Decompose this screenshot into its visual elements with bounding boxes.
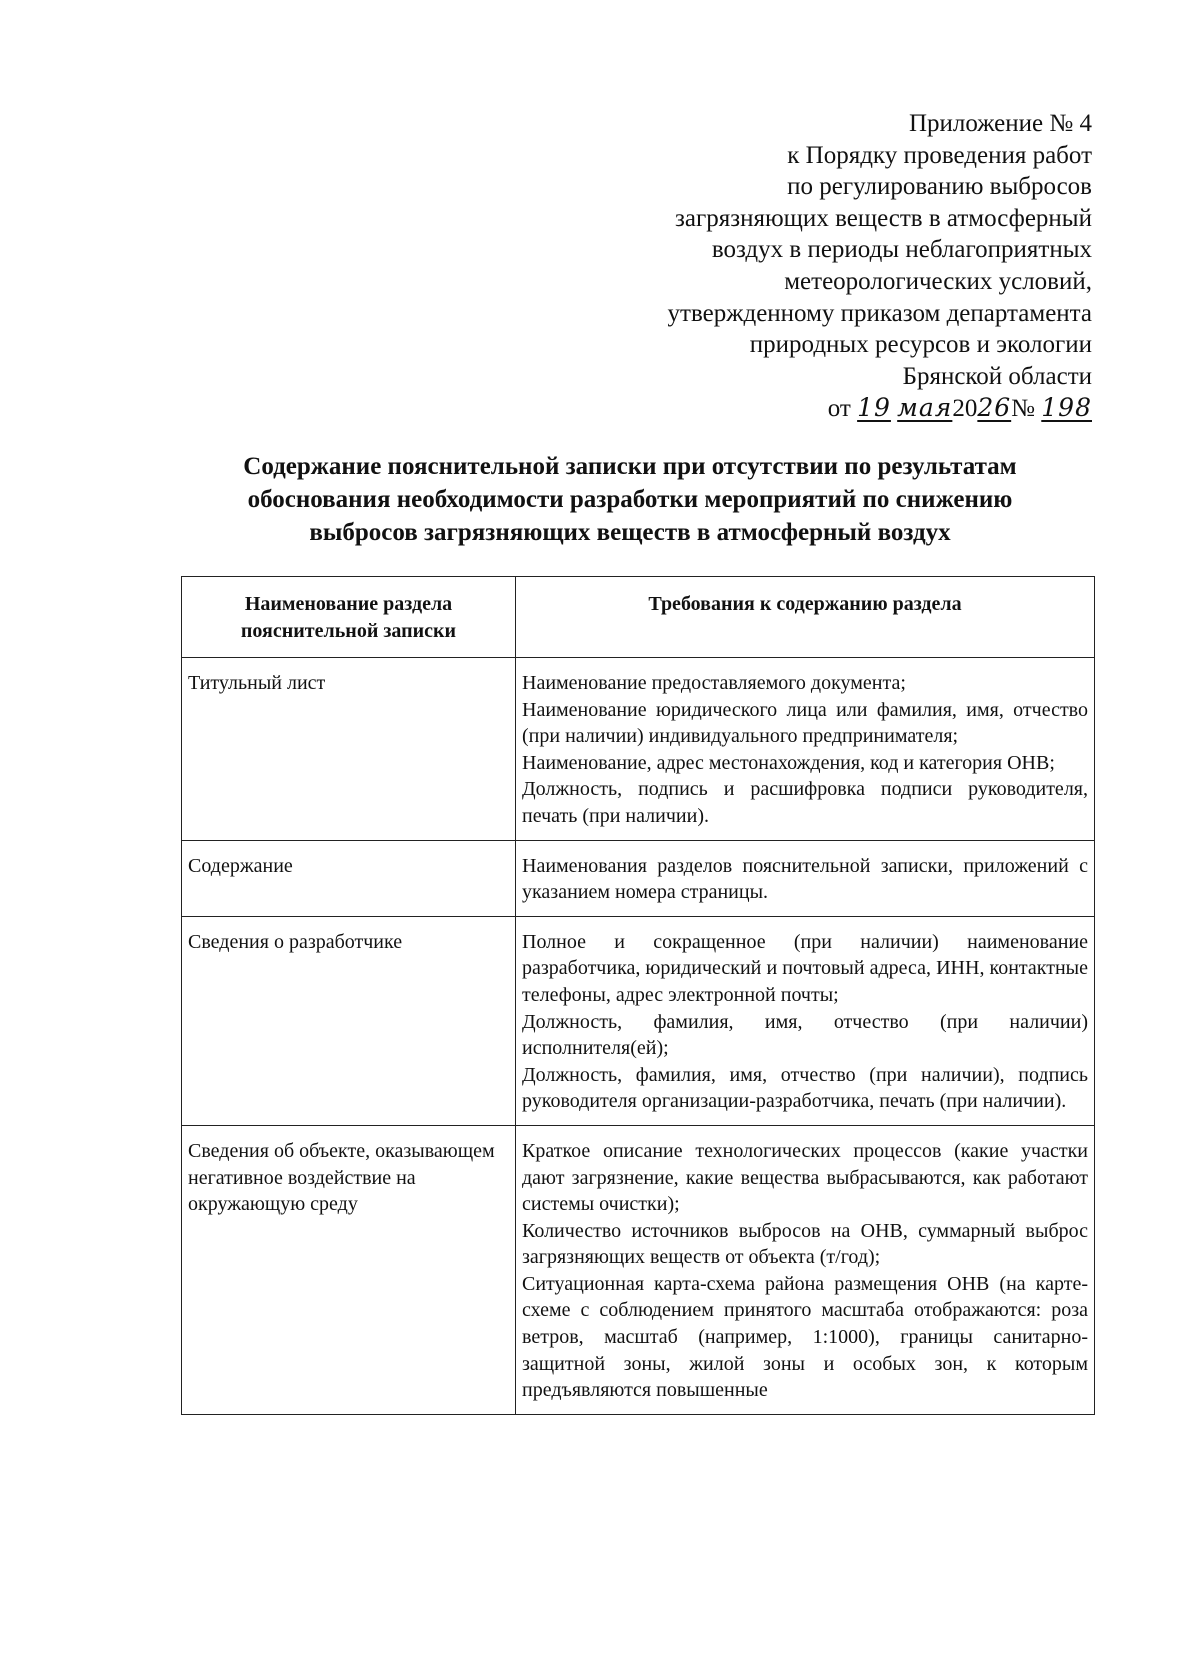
year-prefix: 20	[952, 395, 978, 423]
requirements-cell	[516, 658, 1095, 841]
requirement-item: Наименование предоставляемого документа;	[522, 672, 906, 694]
requirement-item: Краткое описание технологических процессов (какие участки дают загрязнение, какие вещества выбрасываются, как работают системы очистки);	[522, 1139, 1088, 1216]
column-header-requirements: Требования к содержанию раздела	[516, 577, 1095, 658]
appendix-line: природных ресурсов и экологии	[749, 331, 1092, 359]
requirements-cell	[516, 916, 1095, 1125]
document-title	[140, 450, 1120, 549]
order-date-line	[572, 392, 1092, 425]
number-prefix: №	[1011, 395, 1036, 423]
requirement-item: Полное и сокращенное (при наличии) наименование разработчика, юридический и почтовый адреса, ИНН, контактные телефоны, адрес электронной почты;	[522, 930, 1088, 1006]
appendix-line: по регулированию выбросов	[787, 173, 1092, 201]
requirements-table	[181, 576, 1095, 1415]
requirement-item: Должность, подпись и расшифровка подписи руководителя, печать (при наличии).	[522, 778, 1088, 827]
requirement-item: Наименование юридического лица или фамилия, имя, отчество (при наличии) индивидуального предпринимателя;	[522, 698, 1088, 748]
requirement-item: Должность, фамилия, имя, отчество (при наличии), подпись руководителя организации-разработчика, печать (при наличии).	[522, 1063, 1088, 1113]
date-day: 19	[857, 393, 891, 423]
year-suffix: 26	[977, 393, 1012, 423]
section-name-cell: Содержание	[182, 840, 516, 916]
table-header-row	[182, 577, 1095, 658]
appendix-line: воздух в периоды неблагоприятных	[711, 236, 1092, 264]
requirement-item: Количество источников выбросов на ОНВ, суммарный выброс загрязняющих веществ от объекта (т/год);	[522, 1219, 1088, 1269]
appendix-line: Приложение № 4	[908, 110, 1092, 137]
title-line: выбросов загрязняющих веществ в атмосферный воздух	[309, 519, 951, 546]
title-line: обоснования необходимости разработки мероприятий по снижению	[247, 486, 1013, 513]
requirement-item: Ситуационная карта-схема района размещения ОНВ (на карте-схеме с соблюдением принятого масштаба отображаются: роза ветров, масштаб (например, 1:1000), границы санитарно-защитной зоны, жилой зоны и особых зон, к которым предъявляются повышенные	[522, 1272, 1088, 1402]
appendix-header	[572, 108, 1092, 425]
appendix-line: утвержденному приказом департамента	[667, 299, 1092, 327]
requirements-cell	[516, 1125, 1095, 1414]
title-line: Содержание пояснительной записки при отсутствии по результатам	[243, 453, 1017, 480]
date-month: мая	[897, 393, 953, 423]
appendix-line: загрязняющих веществ в атмосферный	[675, 204, 1092, 232]
order-number: 198	[1041, 393, 1092, 423]
table-row	[182, 658, 1095, 841]
section-name-cell: Титульный лист	[182, 658, 516, 841]
appendix-line: Брянской области	[902, 362, 1092, 390]
requirement-item: Наименования разделов пояснительной записки, приложений с указанием номера страницы.	[522, 854, 1088, 904]
section-name-cell: Сведения об объекте, оказывающем негативное воздействие на окружающую среду	[182, 1125, 516, 1414]
requirement-item: Должность, фамилия, имя, отчество (при наличии) исполнителя(ей);	[522, 1010, 1088, 1060]
column-header-section-name: Наименование раздела пояснительной записки	[182, 577, 516, 658]
table-row	[182, 1125, 1095, 1414]
requirement-item: Наименование, адрес местонахождения, код и категория ОНВ;	[522, 751, 1055, 774]
section-name-cell: Сведения о разработчике	[182, 916, 516, 1125]
table-row	[182, 840, 1095, 916]
table-row	[182, 916, 1095, 1125]
appendix-line: метеорологических условий,	[784, 267, 1092, 295]
requirements-cell	[516, 840, 1095, 916]
date-prefix: от	[827, 395, 851, 423]
appendix-line: к Порядку проведения работ	[787, 141, 1092, 169]
